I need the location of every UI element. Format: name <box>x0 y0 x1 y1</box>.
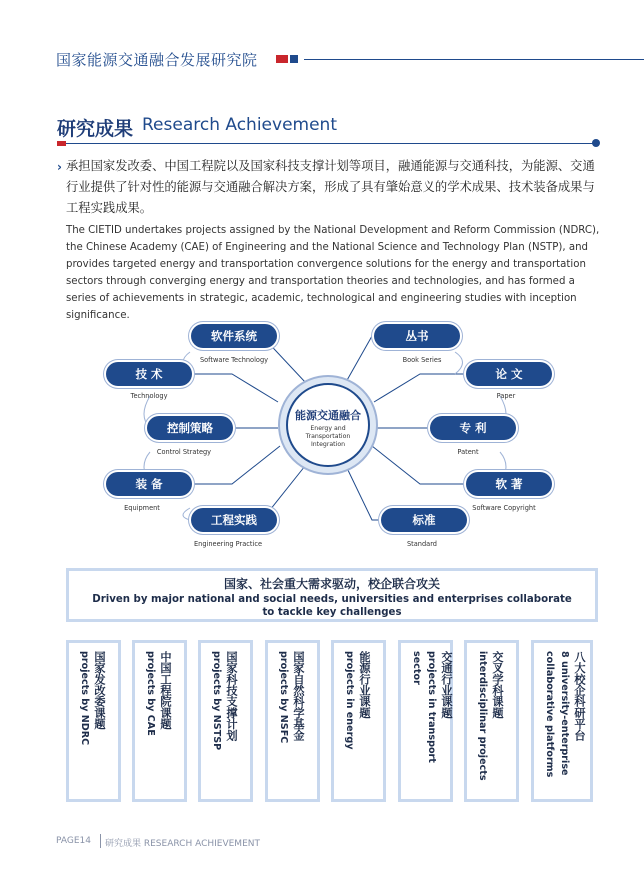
project-column <box>66 640 121 802</box>
node-software-copyright-caption: Software Copyright <box>472 504 536 512</box>
node-technology-caption: Technology <box>130 392 168 400</box>
project-en: 8 university-enterprise collaborative platforms <box>544 651 570 778</box>
section-title-en: Research Achievement <box>142 115 337 135</box>
project-en: projects by NDRC <box>79 651 90 746</box>
project-zh: 交叉学科课题 <box>491 651 504 719</box>
chevron-right-icon: › <box>57 160 62 174</box>
project-column <box>398 640 453 802</box>
node-book-series: 丛书 <box>374 324 460 348</box>
node-engineering-practice-caption: Engineering Practice <box>194 540 262 548</box>
footer-divider <box>100 834 101 848</box>
intro-paragraph-zh: 承担国家发改委、中国工程院以及国家科技支撑计划等项目，融通能源与交通科技，为能源、交通行业提供了针对性的能源与交通融合解决方案，形成了具有肇始意义的学术成果、技术装备成果与工程实践成果。 <box>66 159 595 215</box>
project-en: interdisciplinar projects <box>477 651 488 781</box>
drive-title-zh: 国家、社会重大需求驱动，校企联合攻关 <box>223 577 440 591</box>
node-standard: 标准 <box>381 508 467 532</box>
page-number: PAGE14 <box>56 836 91 846</box>
node-patent: 专 利 <box>430 416 516 440</box>
node-paper: 论 文 <box>466 362 552 386</box>
header-title: 国家能源交通融合发展研究院 <box>56 51 258 69</box>
node-control-strategy: 控制策略 <box>147 416 233 440</box>
node-control-strategy-caption: Control Strategy <box>156 448 212 456</box>
project-zh: 能源行业课题 <box>358 651 371 719</box>
project-zh: 国家自然科学基金 <box>292 651 305 741</box>
project-column <box>464 640 519 802</box>
project-en: projects in energy <box>344 651 355 750</box>
project-column <box>265 640 320 802</box>
project-en: projects in transport sector <box>411 651 437 763</box>
project-zh: 中国工程院课题 <box>159 651 172 730</box>
node-software-system: 软件系统 <box>191 324 277 348</box>
node-equipment-caption: Equipment <box>124 504 160 512</box>
node-paper-caption: Paper <box>496 392 516 400</box>
intro-paragraph-en: The CIETID undertakes projects assigned by the National Development and Reform Commission (NDRC), the Chinese Academy (CAE) of Engineering and the National Science and Technology Plan (NSTP), and provides targeted energy and transportation convergence solutions for the energy and transportation sectors through converging energy and transportation theories and technologies, and has formed a series of achievements in strategic, academic, technological and engineering studies with inception significance. <box>66 225 600 321</box>
project-column <box>198 640 253 802</box>
project-zh: 国家科技支撑计划 <box>225 651 238 741</box>
node-engineering-practice: 工程实践 <box>191 508 277 532</box>
project-en: projects by CAE <box>145 651 156 736</box>
drive-box <box>66 568 598 622</box>
project-zh: 八大校企科研平台 <box>573 651 586 741</box>
project-column <box>531 640 593 802</box>
project-en: projects by NSTSP <box>211 651 222 751</box>
project-zh: 国家发改委课题 <box>93 651 106 730</box>
footer-title: 研究成果 RESEARCH ACHIEVEMENT <box>105 839 260 849</box>
hub-circle <box>286 383 370 467</box>
node-standard-caption: Standard <box>407 540 437 548</box>
node-technology: 技 术 <box>106 362 192 386</box>
project-zh: 交通行业课题 <box>440 651 453 719</box>
node-patent-caption: Patent <box>457 448 479 456</box>
section-title-zh: 研究成果 <box>57 118 134 140</box>
hub-title-zh: 能源交通融合 <box>295 409 361 422</box>
node-book-series-caption: Book Series <box>402 356 442 364</box>
hub-title-en: Energy and Transportation Integration <box>305 425 351 448</box>
node-software-system-caption: Software Technology <box>199 356 269 364</box>
node-equipment: 装 备 <box>106 472 192 496</box>
project-en: projects by NSFC <box>278 651 289 744</box>
node-software-copyright: 软 著 <box>466 472 552 496</box>
drive-title-en: Driven by major national and social needs, universities and enterprises collaborate to tackle key challenges <box>92 594 572 618</box>
project-column <box>331 640 386 802</box>
project-column <box>132 640 187 802</box>
